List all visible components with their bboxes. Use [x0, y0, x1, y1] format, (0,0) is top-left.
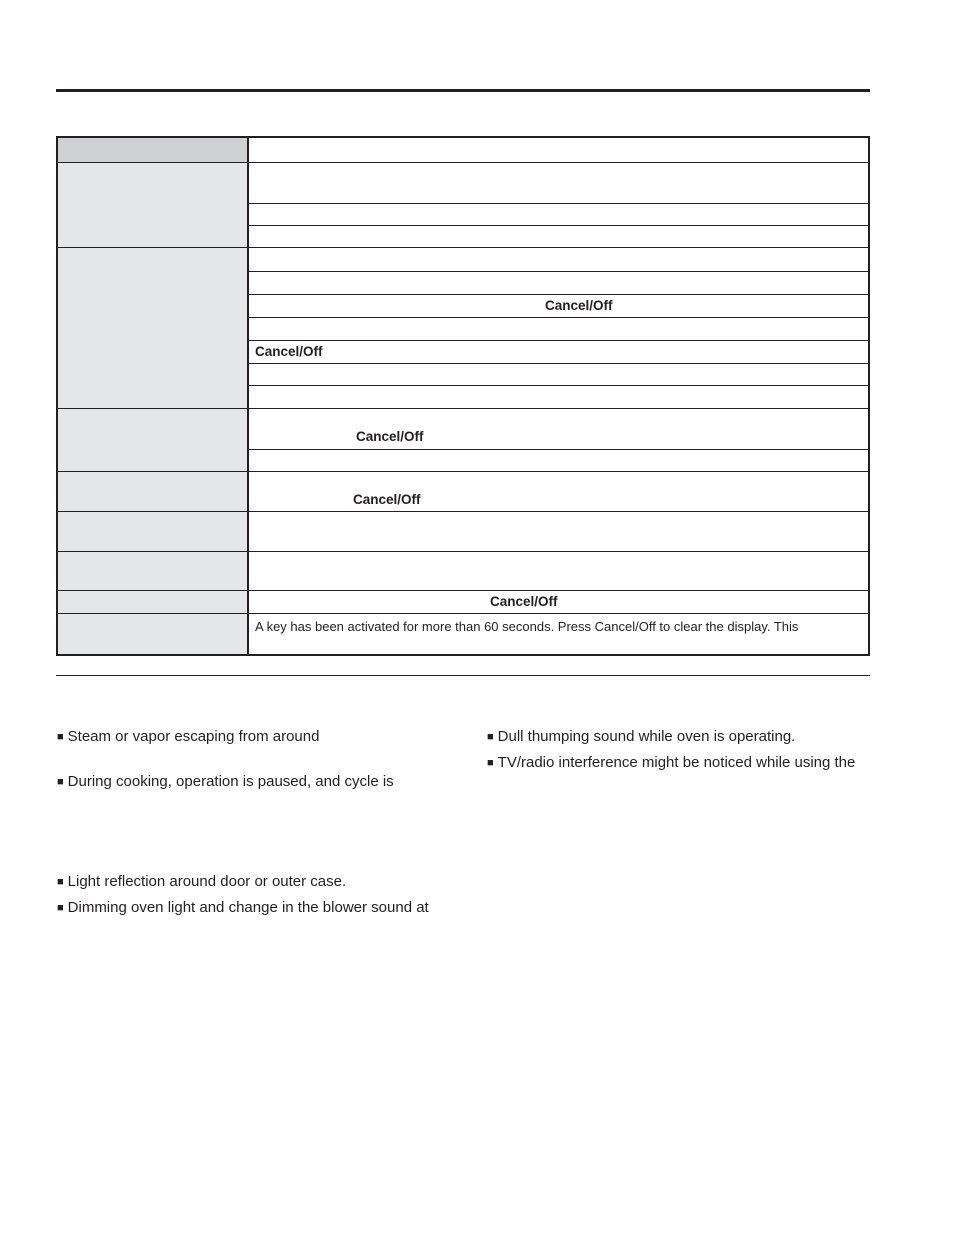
square-bullet-icon: ■	[487, 757, 494, 769]
solution-line	[249, 591, 868, 613]
solution-line	[249, 248, 868, 271]
key-activated-text: A key has been activated for more than 60 seconds. Press Cancel/Off to clear the display. This	[255, 619, 799, 634]
square-bullet-icon: ■	[57, 776, 64, 788]
problem-cell	[58, 591, 249, 613]
table-row	[58, 162, 868, 247]
solution-line	[249, 512, 868, 551]
troubleshooting-table	[56, 136, 870, 656]
solution-line	[249, 317, 868, 340]
solution-line	[249, 163, 868, 203]
problem-cell	[58, 163, 249, 247]
top-rule	[56, 89, 870, 92]
solution-line	[249, 203, 868, 225]
table-row	[58, 247, 868, 408]
table-row	[58, 408, 868, 471]
solution-line	[249, 614, 868, 654]
square-bullet-icon: ■	[57, 731, 64, 743]
solution-line	[249, 363, 868, 385]
square-bullet-icon: ■	[487, 731, 494, 743]
cancel-off-label: Cancel/Off	[255, 344, 323, 359]
cancel-off-label: Cancel/Off	[490, 594, 558, 609]
list-item: ■ TV/radio interference might be noticed while using the	[487, 754, 856, 771]
solution-line	[249, 552, 868, 590]
problem-cell	[58, 512, 249, 551]
solution-line	[249, 409, 868, 449]
problem-cell	[58, 614, 249, 654]
list-item: ■ Steam or vapor escaping from around	[57, 728, 320, 745]
list-item: ■ Light reflection around door or outer case.	[57, 873, 347, 890]
cancel-off-label: Cancel/Off	[353, 492, 421, 507]
solution-line	[249, 294, 868, 317]
problem-cell	[58, 409, 249, 471]
square-bullet-icon: ■	[57, 876, 64, 888]
table-header-row	[58, 138, 868, 162]
section-rule	[56, 675, 870, 676]
table-row	[58, 590, 868, 613]
problem-cell	[58, 552, 249, 590]
header-solution-cell	[249, 138, 868, 162]
solution-line	[249, 271, 868, 294]
problem-cell	[58, 472, 249, 511]
solution-line	[249, 449, 868, 471]
list-item: ■ Dimming oven light and change in the blower sound at	[57, 899, 429, 916]
problem-cell	[58, 248, 249, 408]
cancel-off-label: Cancel/Off	[545, 298, 613, 313]
table-row	[58, 511, 868, 551]
list-item: ■ Dull thumping sound while oven is operating.	[487, 728, 796, 745]
table-row	[58, 471, 868, 511]
solution-line	[249, 385, 868, 408]
header-problem-cell	[58, 138, 249, 162]
solution-line	[249, 340, 868, 363]
table-row	[58, 551, 868, 590]
solution-line	[249, 472, 868, 511]
table-row	[58, 613, 868, 654]
solution-line	[249, 225, 868, 247]
cancel-off-label: Cancel/Off	[356, 429, 424, 444]
square-bullet-icon: ■	[57, 902, 64, 914]
list-item: ■ During cooking, operation is paused, and cycle is	[57, 773, 394, 790]
